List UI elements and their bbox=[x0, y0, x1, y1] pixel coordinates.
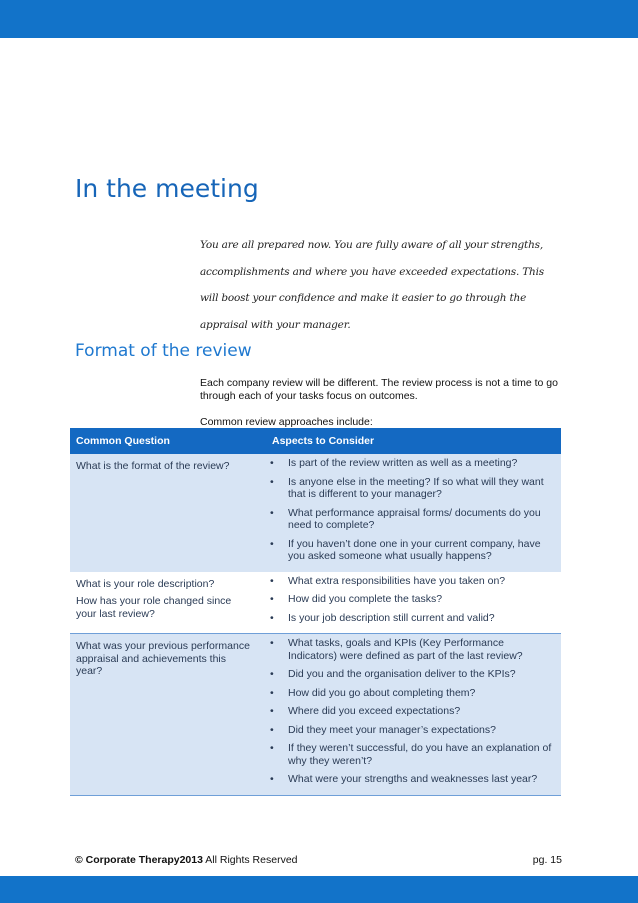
top-color-band bbox=[0, 0, 638, 38]
table-row bbox=[70, 572, 561, 634]
bullet-icon: • bbox=[270, 637, 274, 649]
aspect-item: • How did you go about completing them? bbox=[270, 686, 476, 699]
aspects-list bbox=[266, 637, 555, 786]
question-cell bbox=[70, 454, 258, 572]
bullet-icon: • bbox=[270, 611, 274, 624]
bullet-icon: • bbox=[270, 705, 274, 717]
header-common-question: Common Question bbox=[70, 428, 258, 454]
intro-paragraph: You are all prepared now. You are fully aware of all your strengths, accomplishments and where you have exceeded expectations. This will boost your confidence and make it easier to go through the appraisal with your manager. bbox=[200, 239, 544, 331]
bullet-icon: • bbox=[270, 537, 274, 550]
aspect-item: • What were your strengths and weaknesses last year? bbox=[270, 773, 538, 785]
footer-copyright bbox=[75, 854, 298, 866]
copyright-owner: © Corporate Therapy2013 bbox=[75, 854, 203, 866]
aspect-item: • If they weren’t successful, do you have an explanation of why they weren’t? bbox=[270, 742, 552, 767]
question-cell bbox=[70, 572, 258, 634]
bottom-color-band bbox=[0, 876, 638, 903]
review-questions-table bbox=[70, 428, 561, 796]
approaches-paragraph: Common review approaches include: bbox=[200, 416, 373, 428]
aspect-item: • What tasks, goals and KPIs (Key Performance Indicators) were defined as part of the last review? bbox=[270, 637, 523, 662]
aspects-cell bbox=[258, 634, 561, 796]
page-heading: In the meeting bbox=[75, 174, 259, 203]
header-aspects: Aspects to Consider bbox=[258, 428, 561, 454]
aspects-list bbox=[266, 575, 555, 625]
aspect-item: • What extra responsibilities have you taken on? bbox=[270, 574, 506, 587]
question-text: How has your role changed since your last review? bbox=[76, 595, 232, 620]
question-text: What was your previous performance appraisal and achievements this year? bbox=[76, 640, 250, 677]
aspects-cell bbox=[258, 454, 561, 572]
bullet-icon: • bbox=[270, 773, 274, 785]
bullet-icon: • bbox=[270, 593, 274, 605]
aspect-item: • What performance appraisal forms/ documents do you need to complete? bbox=[270, 506, 541, 531]
bullet-icon: • bbox=[270, 475, 274, 488]
aspects-list bbox=[266, 457, 555, 563]
bullet-icon: • bbox=[270, 574, 274, 587]
table-row bbox=[70, 634, 561, 796]
bullet-icon: • bbox=[270, 723, 274, 736]
question-cell bbox=[70, 634, 258, 796]
aspect-item: • If you haven’t done one in your current company, have you asked someone what usually happens? bbox=[270, 537, 541, 562]
aspect-item: • Did you and the organisation deliver to the KPIs? bbox=[270, 668, 516, 680]
bullet-icon: • bbox=[270, 742, 274, 754]
page-number: pg. 15 bbox=[532, 854, 562, 866]
bullet-icon: • bbox=[270, 668, 274, 680]
table-row bbox=[70, 454, 561, 572]
bullet-icon: • bbox=[270, 457, 274, 469]
aspect-item: • Where did you exceed expectations? bbox=[270, 705, 461, 717]
aspect-item: • Is anyone else in the meeting? If so what will they want that is different to your manager? bbox=[270, 475, 544, 500]
aspect-item: • Is part of the review written as well as a meeting? bbox=[270, 457, 518, 469]
aspect-item: • Did they meet your manager’s expectations? bbox=[270, 723, 496, 736]
format-paragraph: Each company review will be different. The review process is not a time to go through each of your tasks focus on outcomes. bbox=[200, 377, 558, 402]
table-header-row bbox=[70, 428, 561, 454]
section-subheading: Format of the review bbox=[75, 341, 252, 361]
question-text: What is the format of the review? bbox=[76, 460, 230, 472]
rights-text: All Rights Reserved bbox=[205, 854, 298, 866]
aspect-item: • Is your job description still current and valid? bbox=[270, 611, 495, 624]
aspects-cell bbox=[258, 572, 561, 634]
bullet-icon: • bbox=[270, 686, 274, 699]
aspect-item: • How did you complete the tasks? bbox=[270, 593, 443, 605]
bullet-icon: • bbox=[270, 506, 274, 519]
question-text: What is your role description? bbox=[76, 577, 215, 590]
